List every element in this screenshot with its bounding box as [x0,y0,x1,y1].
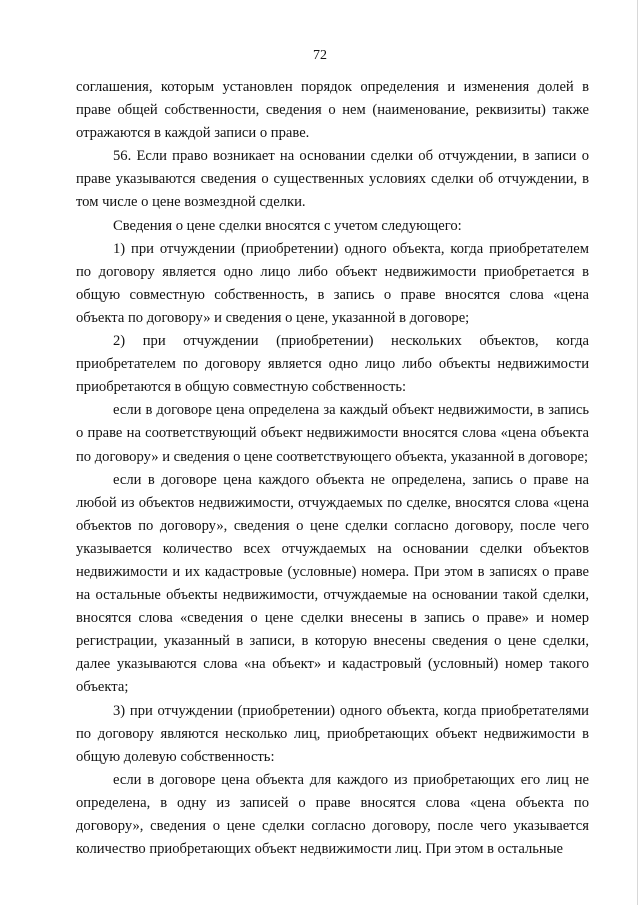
paragraph-item-2-case-b: если в договоре цена каждого объекта не определена, запись о праве на любой из объектов недвижимости, отчуждаемых по сделке, вносятся слова «цена объектов по договору», сведения о цене сделки согласно договору, после чего указывается количество всех отчуждаемых на основании сделки объектов недвижимости и их кадастровые (условные) номера. При этом в записях о праве на остальные объекты недвижимости, отчуждаемые на основании такой сделки, вносятся слова «сведения о цене сделки внесены в запись о праве» и номер регистрации, указанный в записи, в которую внесены сведения о цене сделки, далее указываются слова «на объект» и кадастровый (условный) номер такого объекта; [76,471,589,696]
paragraph-clause-56: 56. Если право возникает на основании сделки об отчуждении, в записи о праве указываются сведения о существенных условиях сделки об отчуждении, в том числе о цене возмездной сделки. [76,148,589,211]
paragraph-item-2-case-a: если в договоре цена определена за каждый объект недвижимости, в запись о праве на соответствующий объект недвижимости вносятся слова «цена объекта по договору» и сведения о цене соответствующего объекта, указанной в договоре; [76,402,589,465]
scan-edge-line [637,0,638,905]
paragraph-price-intro: Сведения о цене сделки вносятся с учетом следующего: [113,217,462,234]
document-body [76,76,589,861]
paragraph-item-3: 3) при отчуждении (приобретении) одного объекта, когда приобретателями по договору являются несколько лиц, приобретающих объект недвижимости в общую долевую собственность: [76,702,589,765]
scan-speck [327,858,328,859]
paragraph-item-2: 2) при отчуждении (приобретении) нескольких объектов, когда приобретателем по договору является одно лицо либо объекты недвижимости приобретаются в общую совместную собственность: [76,333,589,396]
paragraph-item-1: 1) при отчуждении (приобретении) одного объекта, когда приобретателем по договору является одно лицо либо объект недвижимости приобретается в общую совместную собственность, в запись о праве вносятся слова «цена объекта по договору» и сведения о цене, указанной в договоре; [76,240,589,326]
paragraph-continuation: соглашения, которым установлен порядок определения и изменения долей в праве общей собственности, сведения о нем (наименование, реквизиты) также отражаются в каждой записи о праве. [76,79,589,142]
page-number: 72 [313,48,327,63]
paragraph-item-3-case-a: если в договоре цена объекта для каждого из приобретающих его лиц не определена, в одну из записей о праве вносятся слова «цена объекта по договору», сведения о цене сделки согласно договору, после чего указывается количество приобретающих объект недвижимости лиц. При этом в остальные [76,771,589,858]
